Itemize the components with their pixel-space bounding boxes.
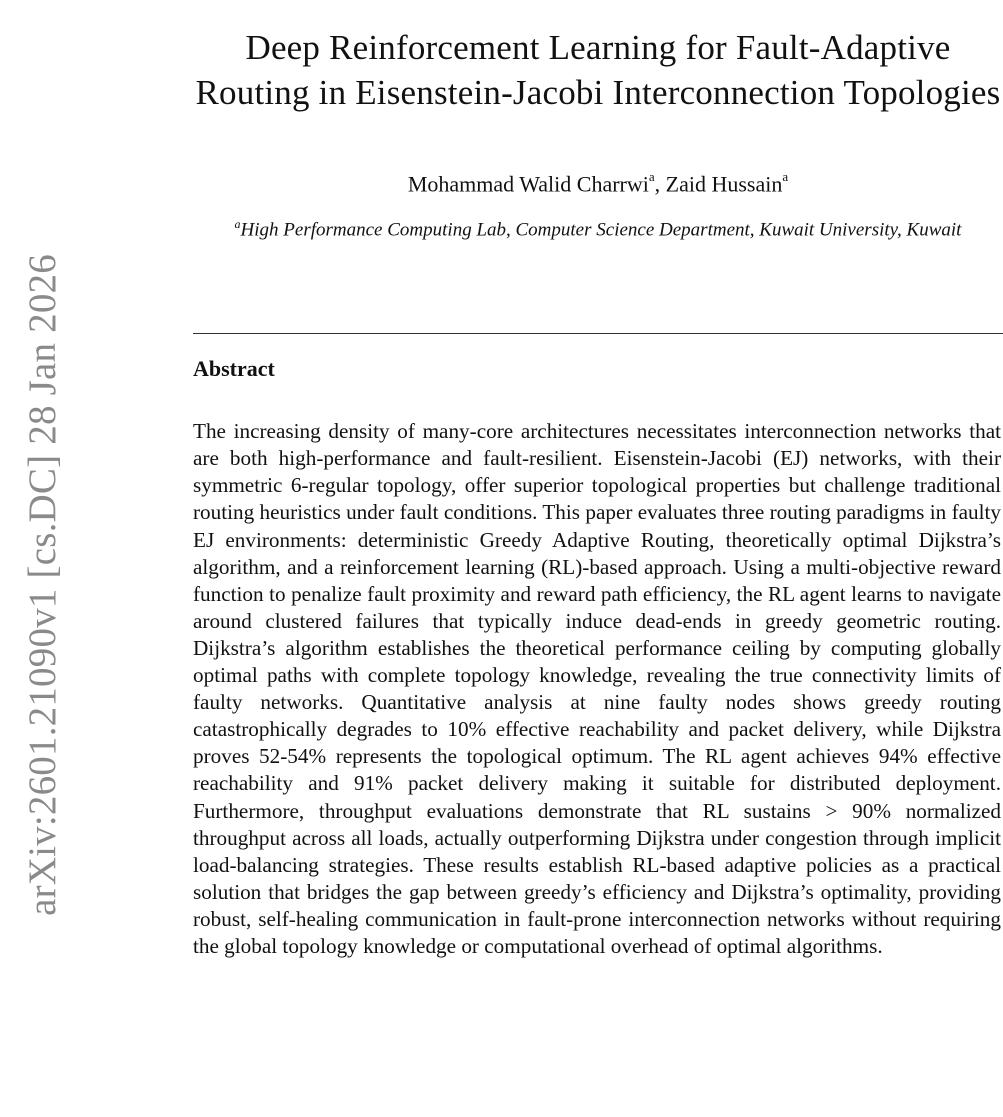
section-divider <box>193 333 1003 334</box>
author-list <box>193 166 1003 197</box>
affiliation-marker: a <box>648 169 655 184</box>
author-affiliation <box>193 212 1003 242</box>
arxiv-side-stamp <box>0 0 62 1117</box>
paper-title: Deep Reinforcement Learning for Fault-Adaptive Routing in Eisenstein-Jacobi Interconnection Topologies <box>195 28 1001 113</box>
author-name: Mohammad Walid Charrwi <box>407 171 649 197</box>
arxiv-identifier: arXiv:2601.21090v1 [cs.DC] 28 Jan 2026 <box>21 254 64 916</box>
affiliation-text: High Performance Computing Lab, Computer Science Department, Kuwait University, Kuwait <box>240 219 962 241</box>
abstract-text: The increasing density of many-core architectures necessitates interconnection networks that are both high-performance and fault-resilient. Eisenstein-Jacobi (EJ) networks, with their symmetric 6-regular topology, offer superior topological properties but challenge traditional routing heuristics under fault conditions. This paper evaluates three routing paradigms in faulty EJ environments: deterministic Greedy Adaptive Routing, theoretically optimal Dijkstra’s algorithm, and a reinforcement learning (RL)-based approach. Using a multi-objective reward function to penalize fault proximity and reward path efficiency, the RL agent learns to navigate around clustered failures that typically induce dead-ends in greedy geometric routing. Dijkstra’s algorithm establishes the theoretical performance ceiling by computing globally optimal paths with complete topology knowledge, revealing the true connectivity limits of faulty networks. Quantitative analysis at nine faulty nodes shows greedy routing catastrophically degrades to 10% effective reachability and packet delivery, while Dijkstra proves 52-54% represents the topological optimum. The RL agent achieves 94% effective reachability and 91% packet delivery making it suitable for distributed deployment. Furthermore, throughput evaluations demonstrate that RL sustains > 90% normalized throughput across all loads, actually outperforming Dijkstra under congestion through implicit load-balancing strategies. These results establish RL-based adaptive policies as a practical solution that bridges the gap between greedy’s efficiency and Dijkstra’s optimality, providing robust, self-healing communication in fault-prone interconnection networks without requiring the global topology knowledge or computational overhead of optimal algorithms. <box>193 419 1001 958</box>
author-separator: , <box>654 171 666 197</box>
abstract-heading: Abstract <box>193 356 275 381</box>
affiliation-marker: a <box>782 169 789 184</box>
author-name: Zaid Hussain <box>665 171 783 197</box>
affiliation-marker: a <box>234 217 241 231</box>
